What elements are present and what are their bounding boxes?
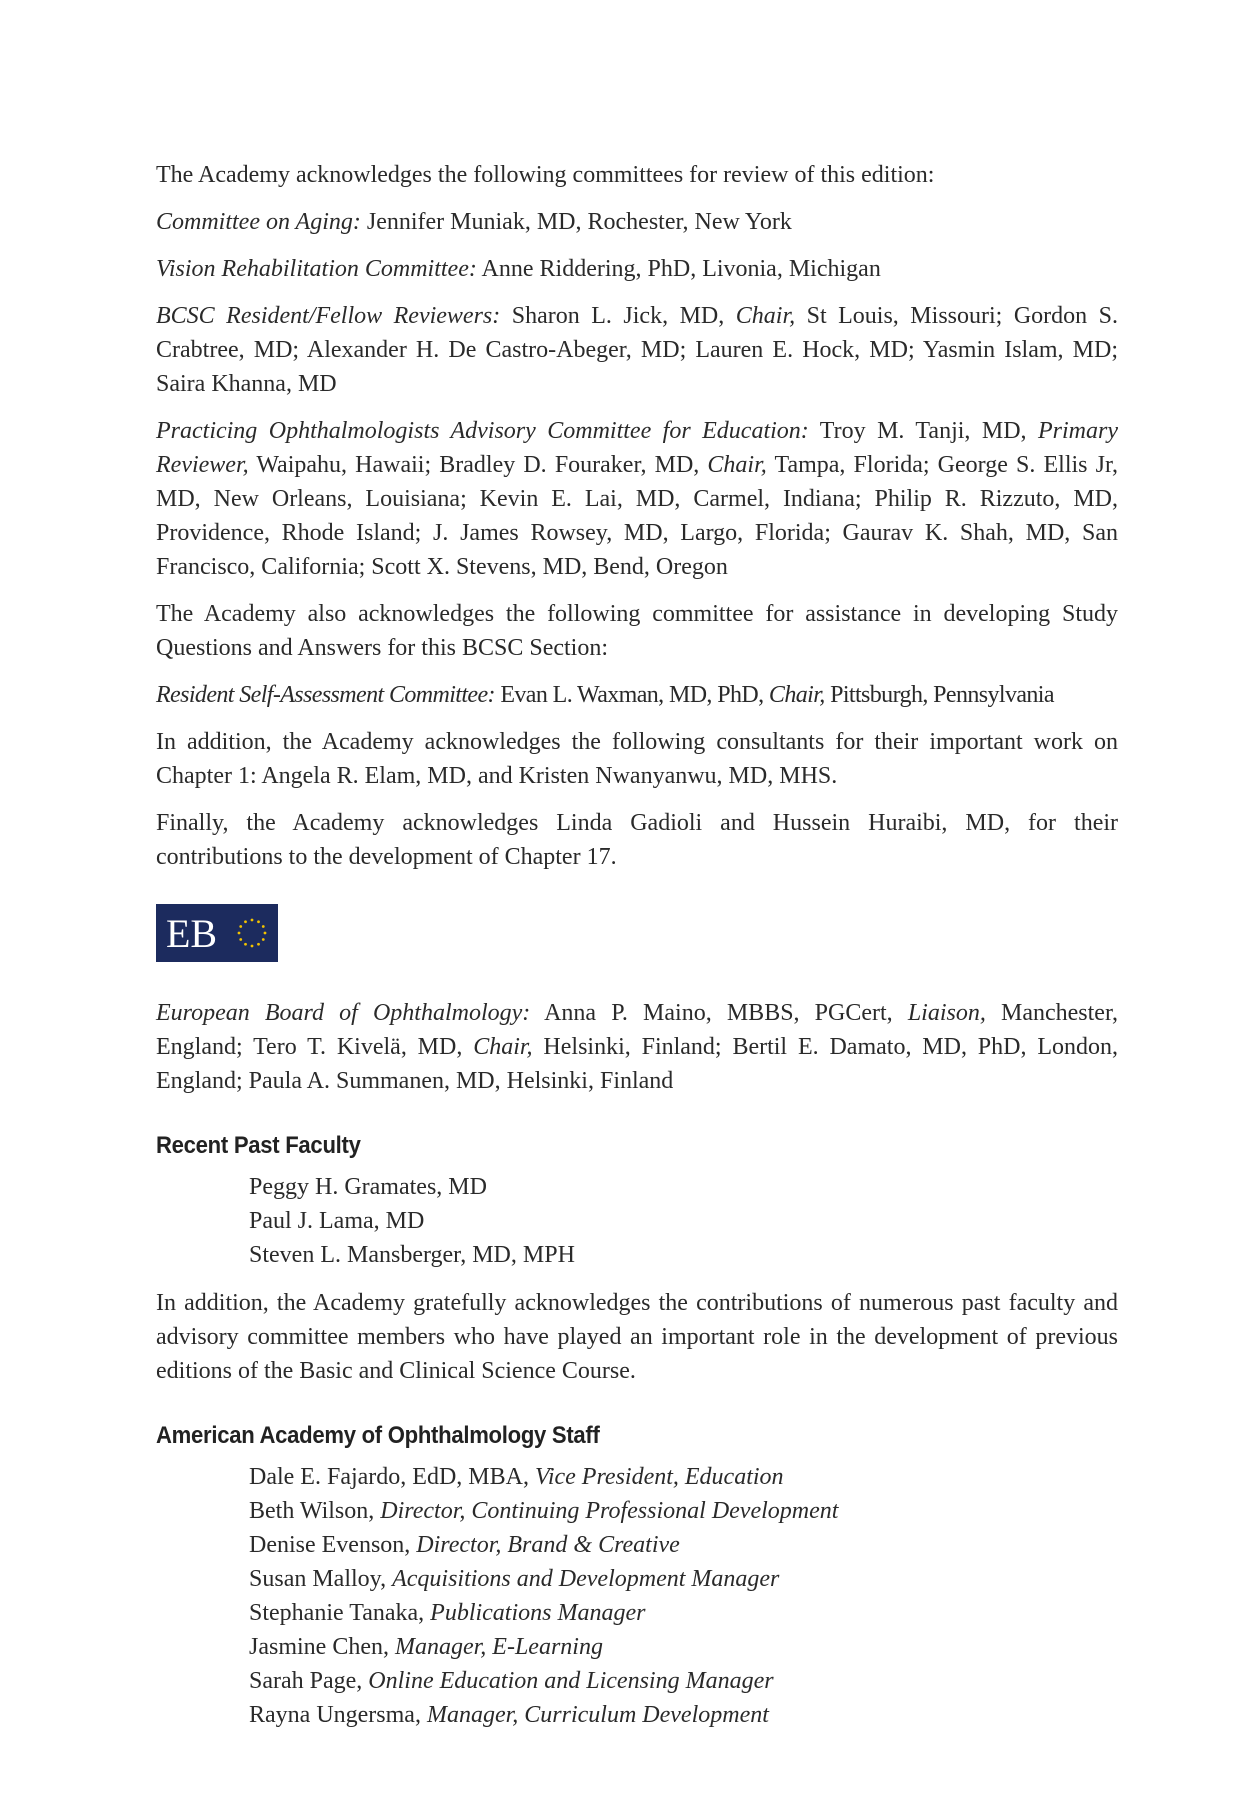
role-chair: Chair,: [473, 1034, 533, 1060]
staff-role: Acquisitions and Development Manager: [392, 1566, 780, 1592]
committee-members: Pittsburgh, Pennsylvania: [824, 682, 1054, 708]
eb-logo-star: [238, 932, 241, 935]
committee-members: Sharon L. Jick, MD,: [500, 303, 736, 329]
eb-logo-star: [262, 925, 265, 928]
eb-logo-text: EB: [166, 911, 218, 956]
staff-role: Director, Brand & Creative: [416, 1532, 680, 1558]
finally-paragraph: Finally, the Academy acknowledges Linda Gadioli and Hussein Huraibi, MD, for their contributions to the development of Chapter 17.: [156, 810, 1118, 870]
committee-rsac: [156, 678, 1118, 712]
list-item: [249, 1562, 1118, 1596]
committee-members: Anna P. Maino, MBBS, PGCert,: [530, 1000, 908, 1026]
list-item: [249, 1664, 1118, 1698]
content: [156, 158, 1118, 1746]
eb-logo-star: [264, 932, 267, 935]
staff-name: Dale E. Fajardo, EdD, MBA,: [249, 1464, 535, 1490]
committee-name: Committee on Aging:: [156, 209, 361, 235]
staff-name: Jasmine Chen,: [249, 1634, 395, 1660]
eb-logo-star: [244, 920, 247, 923]
staff-role: Manager, Curriculum Development: [426, 1702, 769, 1728]
recent-past-faculty-list: [249, 1170, 1118, 1272]
intro-paragraph: The Academy acknowledges the following committees for review of this edition:: [156, 162, 935, 188]
eb-logo-block: [156, 904, 1118, 962]
staff-name: Stephanie Tanaka,: [249, 1600, 431, 1626]
eb-logo-star: [257, 943, 260, 946]
committee-name: Resident Self-Assessment Committee:: [156, 682, 495, 708]
committee-name: European Board of Ophthalmology:: [156, 1000, 531, 1026]
committee-members: Helsinki, Finland; Bertil E. Damato, MD, PhD, London, England; Paula A. Summanen, MD, Helsinki, Finland: [156, 1034, 1119, 1094]
recent-past-faculty-heading: Recent Past Faculty: [156, 1132, 361, 1159]
past-note-paragraph: In addition, the Academy gratefully acknowledges the contributions of numerous past faculty and advisory committee members who have played an important role in the development of previous editions of the Basic and Clinical Science Course.: [156, 1290, 1118, 1384]
committee-members: Jennifer Muniak, MD, Rochester, New York: [360, 209, 792, 235]
staff-name: Sarah Page,: [249, 1668, 369, 1694]
role-chair: Chair,: [735, 303, 796, 329]
staff-name: Susan Malloy,: [249, 1566, 393, 1592]
list-item: Peggy H. Gramates, MD: [249, 1174, 487, 1200]
committee-bcsc-reviewers: [156, 299, 1118, 401]
list-item: Paul J. Lama, MD: [249, 1208, 425, 1234]
committee-members: Waipahu, Hawaii; Bradley D. Fouraker, MD,: [248, 452, 708, 478]
eb-logo: [156, 904, 278, 962]
staff-heading: American Academy of Ophthalmology Staff: [156, 1422, 600, 1449]
role-liaison: Liaison,: [907, 1000, 986, 1026]
eb-logo-star: [262, 938, 265, 941]
role-chair: Chair,: [707, 452, 767, 478]
committee-ebo: [156, 996, 1118, 1098]
eb-logo-star: [257, 920, 260, 923]
staff-role: Publications Manager: [430, 1600, 646, 1626]
committee-aging: [156, 205, 1118, 239]
staff-role: Manager, E-Learning: [394, 1634, 603, 1660]
staff-role: Vice President, Education: [534, 1464, 784, 1490]
staff-role: Online Education and Licensing Manager: [368, 1668, 774, 1694]
eb-logo-star: [239, 938, 242, 941]
role-primary-reviewer: Primary Reviewer,: [156, 418, 1118, 478]
staff-role: Director, Continuing Professional Development: [380, 1498, 839, 1524]
committee-name: Practicing Ophthalmologists Advisory Committee for Education:: [156, 418, 809, 444]
list-item: [249, 1494, 1118, 1528]
staff-list: [249, 1460, 1118, 1732]
eb-logo-star: [244, 943, 247, 946]
eb-logo-star: [251, 919, 254, 922]
list-item: [249, 1528, 1118, 1562]
committee-members: Anne Riddering, PhD, Livonia, Michigan: [476, 256, 881, 282]
eb-logo-star: [251, 945, 254, 948]
list-item: [249, 1630, 1118, 1664]
staff-name: Denise Evenson,: [249, 1532, 417, 1558]
staff-name: Beth Wilson,: [249, 1498, 381, 1524]
staff-name: Rayna Ungersma,: [249, 1702, 427, 1728]
role-chair: Chair,: [768, 682, 825, 708]
committee-name: Vision Rehabilitation Committee:: [156, 256, 477, 282]
committee-members: Manchester, England; Tero T. Kivelä, MD,: [156, 1000, 1118, 1060]
committee-vision-rehab: [156, 252, 1118, 286]
list-item: [249, 1698, 1118, 1732]
list-item: [249, 1460, 1118, 1494]
committee-name: BCSC Resident/Fellow Reviewers:: [156, 303, 501, 329]
eb-logo-star: [239, 925, 242, 928]
list-item: Steven L. Mansberger, MD, MPH: [249, 1242, 575, 1268]
committee-members: Troy M. Tanji, MD,: [808, 418, 1038, 444]
list-item: [249, 1596, 1118, 1630]
committee-poace: [156, 414, 1118, 584]
committee-members: Tampa, Florida; George S. Ellis Jr, MD, New Orleans, Louisiana; Kevin E. Lai, MD, Carmel, Indiana; Philip R. Rizzuto, MD, Providence, Rhode Island; J. James Rowsey, MD, Largo, Florida; Gaurav K. Shah, MD, San Francisco, California; Scott X. Stevens, MD, Bend, Oregon: [156, 452, 1118, 580]
committee-members: Evan L. Waxman, MD, PhD,: [494, 682, 769, 708]
committee-members: St Louis, Missouri; Gordon S. Crabtree, MD; Alexander H. De Castro-Abeger, MD; Lauren E. Hock, MD; Yasmin Islam, MD; Saira Khanna, MD: [156, 303, 1119, 397]
also-paragraph: The Academy also acknowledges the following committee for assistance in developing Study Questions and Answers for this BCSC Section:: [156, 601, 1118, 661]
consultants-paragraph: In addition, the Academy acknowledges the following consultants for their important work on Chapter 1: Angela R. Elam, MD, and Kristen Nwanyanwu, MD, MHS.: [156, 729, 1118, 789]
